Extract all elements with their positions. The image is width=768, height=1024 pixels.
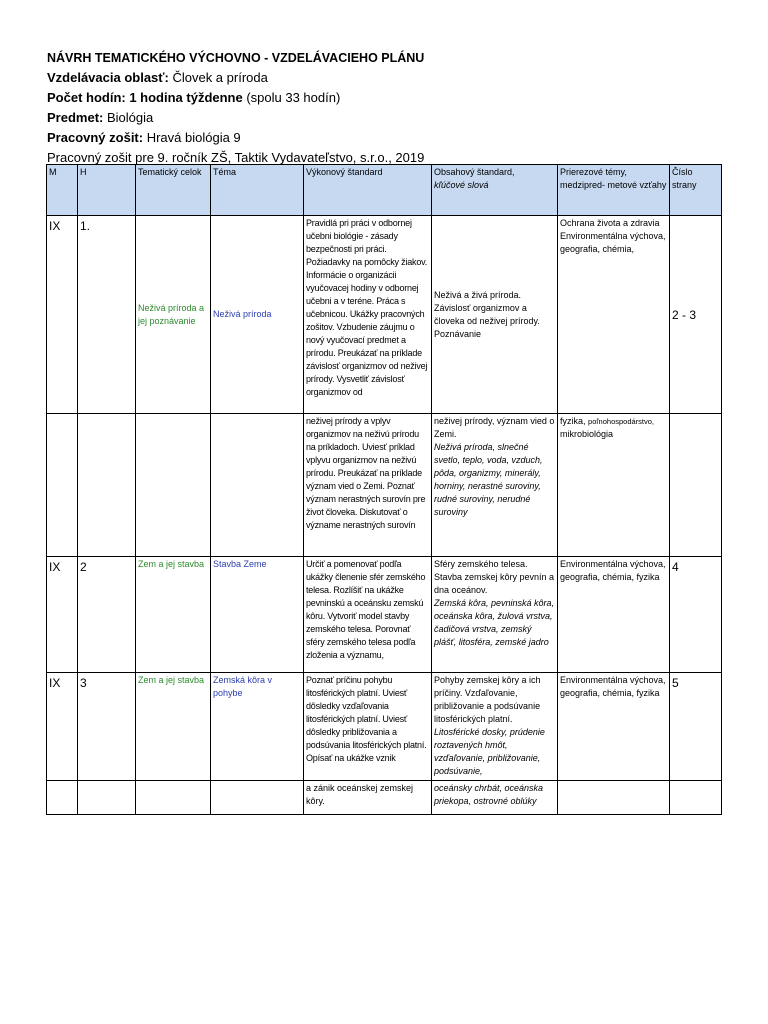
row-vykonovy-text: Pravidlá pri práci v odbornej učebni biológie - zásady bezpečnosti pri práci. Požiadavky na pomôcky žiakov. Informácie o organizácii vyučovacej hodiny v odbornej učebni a v teréne. Práca s učebnicou. Ukážky pracovných zošitov. Vzbudenie záujmu o nový vyučovací predmet a prírodu. Preukázať na príklade závislosť organizmov od neživej prírody. Vysvetliť závislosť organizmov od bbox=[306, 218, 428, 397]
header-obsahovy-italic: kľúčové slová bbox=[434, 180, 489, 190]
publisher-line: Pracovný zošit pre 9. ročník ZŠ, Taktik Vydavateľstvo, s.r.o., 2019 bbox=[47, 150, 425, 165]
row-month: IX bbox=[47, 673, 78, 781]
row-prierezove: Environmentálna výchova, geografia, chémia, fyzika bbox=[558, 557, 670, 673]
row-obsahovy-keywords: Litosférické dosky, prúdenie roztavených hmôt, vzďaľovanie, približovanie, podsúvanie, bbox=[434, 727, 545, 776]
row-hour bbox=[78, 781, 136, 815]
workbook-line bbox=[47, 128, 727, 148]
row-vykonovy-text: Poznať príčinu pohybu litosférických platní. Uviesť dôsledky vzďaľovania litosférických platní. Uviesť dôsledky približovania a podsúvania litosférických platní. Opísať na ukážke vznik bbox=[306, 675, 427, 763]
row-obsahovy bbox=[432, 557, 558, 673]
row-celok: Zem a jej stavba bbox=[136, 673, 211, 781]
row-obsahovy-keywords: Zemská kôra, pevninská kôra, oceánska kôra, žulová vrstva, čadičová vrstva, zemský plášť, litosféra, zemské jadro bbox=[434, 598, 555, 647]
row-month bbox=[47, 414, 78, 557]
row-obsahovy-text: Pohyby zemskej kôry a ich príčiny. Vzďaľovanie, približovanie a podsúvanie litosférických platní. bbox=[434, 675, 541, 724]
row-month bbox=[47, 781, 78, 815]
row-vykonovy bbox=[304, 414, 432, 557]
row-prierezove bbox=[558, 781, 670, 815]
row-prierezove-small: poľnohospodárstvo, bbox=[588, 417, 655, 426]
row-obsahovy-text: neživej prírody, význam vied o Zemi. bbox=[434, 416, 555, 439]
table-row bbox=[47, 216, 722, 414]
subject-value: Biológia bbox=[103, 110, 154, 125]
header-obsahovy-text: Obsahový štandard, bbox=[434, 167, 515, 177]
row-prierezove-after: mikrobiológia bbox=[560, 429, 614, 439]
row-celok: Neživá príroda a jej poznávanie bbox=[136, 216, 211, 414]
row-prierezove: Environmentálna výchova, geografia, chémia, fyzika bbox=[558, 673, 670, 781]
row-obsahovy bbox=[432, 414, 558, 557]
document-title: NÁVRH TEMATICKÉHO VÝCHOVNO - VZDELÁVACIEHO PLÁNU bbox=[47, 51, 425, 65]
area-line bbox=[47, 68, 727, 88]
row-prierezove: Ochrana života a zdravia Environmentálna výchova, geografia, chémia, bbox=[558, 216, 670, 414]
row-vykonovy bbox=[304, 216, 432, 414]
row-obsahovy: oceánsky chrbát, oceánska priekopa, ostrovné oblúky bbox=[432, 781, 558, 815]
row-tema: Stavba Zeme bbox=[211, 557, 304, 673]
area-value: Človek a príroda bbox=[168, 70, 268, 85]
row-vykonovy-text: neživej prírody a vplyv organizmov na neživú prírodu na príkladoch. Uviesť príklad vplyvu organizmov na neživú prírodu. Preukázať na príklade význam vied o Zemi. Poznať význam nerastných surovín pre život človeka. Diskutovať o význame nerastných surovín bbox=[306, 416, 426, 530]
table-header-row bbox=[47, 165, 722, 216]
subject-label: Predmet: bbox=[47, 110, 104, 125]
row-vykonovy-text: Určiť a pomenovať podľa ukážky členenie sfér zemského telesa. Rozlíšiť na ukážke pevninskú a oceánsku zemskú kôru. Vytvoriť model stavby zemského telesa. Porovnať sféry zemského telesa podľa zloženia a významu, bbox=[306, 559, 426, 660]
plan-table bbox=[46, 164, 722, 815]
row-celok: Zem a jej stavba bbox=[136, 557, 211, 673]
header-m: M bbox=[47, 165, 78, 216]
header-cislo: Číslo strany bbox=[670, 165, 722, 216]
row-vykonovy bbox=[304, 673, 432, 781]
row-hour: 1. bbox=[78, 216, 136, 414]
row-vykonovy: a zánik oceánskej zemskej kôry. bbox=[304, 781, 432, 815]
workbook-label: Pracovný zošit: bbox=[47, 130, 144, 145]
table-row bbox=[47, 414, 722, 557]
row-tema: Zemská kôra v pohybe bbox=[211, 673, 304, 781]
header-celok: Tematický celok bbox=[136, 165, 211, 216]
subject-line bbox=[47, 108, 727, 128]
workbook-value: Hravá biológia 9 bbox=[143, 130, 241, 145]
row-page: 4 bbox=[670, 557, 722, 673]
area-label: Vzdelávacia oblasť: bbox=[47, 70, 169, 85]
row-hour: 3 bbox=[78, 673, 136, 781]
hours-line bbox=[47, 88, 727, 108]
row-obsahovy-text: Sféry zemského telesa. Stavba zemskej kôry pevnín a dna oceánov. bbox=[434, 559, 555, 595]
row-page bbox=[670, 414, 722, 557]
row-tema: Neživá príroda bbox=[211, 216, 304, 414]
table-row bbox=[47, 673, 722, 781]
document-header bbox=[47, 48, 727, 168]
header-tema: Téma bbox=[211, 165, 304, 216]
row-vykonovy bbox=[304, 557, 432, 673]
row-tema bbox=[211, 414, 304, 557]
row-obsahovy bbox=[432, 673, 558, 781]
header-obsahovy bbox=[432, 165, 558, 216]
hours-value: (spolu 33 hodín) bbox=[242, 90, 341, 105]
row-page: 5 bbox=[670, 673, 722, 781]
hours-label: Počet hodín: 1 hodina týždenne bbox=[47, 90, 243, 105]
header-prierezove: Prierezové témy, medzipred- metové vzťahy bbox=[558, 165, 670, 216]
header-h: H bbox=[78, 165, 136, 216]
row-page: 2 - 3 bbox=[670, 216, 722, 414]
row-celok bbox=[136, 414, 211, 557]
row-prierezove-text: fyzika, bbox=[560, 416, 586, 426]
row-month: IX bbox=[47, 216, 78, 414]
row-tema bbox=[211, 781, 304, 815]
row-page bbox=[670, 781, 722, 815]
header-vykonovy: Výkonový štandard bbox=[304, 165, 432, 216]
row-prierezove bbox=[558, 414, 670, 557]
row-obsahovy-wrap bbox=[434, 674, 555, 778]
row-hour bbox=[78, 414, 136, 557]
row-hour: 2 bbox=[78, 557, 136, 673]
row-obsahovy-keywords: Neživá príroda, slnečné svetlo, teplo, voda, vzduch, pôda, organizmy, minerály, horniny, nerastné suroviny, rudné suroviny, nerudné suroviny bbox=[434, 442, 543, 517]
row-month: IX bbox=[47, 557, 78, 673]
table-row bbox=[47, 781, 722, 815]
row-obsahovy: Neživá a živá príroda. Závislosť organizmov a človeka od neživej prírody. Poznávanie bbox=[432, 216, 558, 414]
table-row bbox=[47, 557, 722, 673]
row-celok bbox=[136, 781, 211, 815]
